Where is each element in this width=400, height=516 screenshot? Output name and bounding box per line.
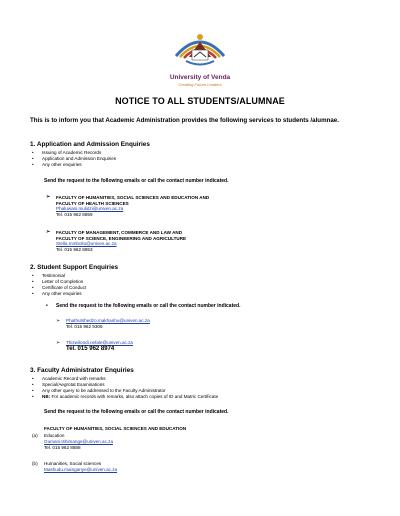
entry-dept: Humanities, Social sciences (44, 461, 102, 466)
bullet-icon: • (32, 388, 34, 393)
list-item: • Academic Record with remarks (32, 376, 106, 381)
email-link[interactable]: Stella.mmbolio@univen.ac.za (56, 241, 117, 247)
phone-number: Tel. 015 962 8974 (66, 346, 115, 352)
bullet-icon: • (32, 150, 34, 155)
bullet-icon: • (32, 156, 34, 161)
list-item: • NB: For academic records with remarks, also attach copies of ID and Matric Certificate (32, 394, 219, 399)
email-link[interactable]: Phathutshedzo.makhanhu@univen.ac.za (66, 318, 150, 323)
entry-dept: Education (44, 433, 65, 438)
section1-list (32, 150, 116, 168)
bullet-icon: • (32, 162, 34, 167)
section3-faculty: FACULTY OF HUMANITIES, SOCIAL SCIENCES AND EDUCATION (44, 426, 187, 431)
list-item: • Letter of Completion (32, 279, 84, 284)
list-item: • Testimonial (32, 273, 65, 278)
email-link[interactable]: Mashudu.mainganye@univen.ac.za (44, 467, 118, 472)
bullet-icon: • (32, 291, 34, 296)
section2-contact-1 (56, 318, 150, 330)
list-item: • Any other enquiries (32, 291, 82, 296)
section2-send-line: • Send the request to the following emails or call the contact number indicated. (46, 303, 241, 309)
bullet-icon: • (32, 376, 34, 381)
arrow-icon: ➢ (46, 229, 51, 235)
entry-marker: (b) (32, 461, 38, 466)
section3-entry-b (32, 461, 117, 473)
list-item: • Certificate of Conduct (32, 285, 87, 290)
section2-contact-2 (56, 340, 133, 352)
list-item: • Special/Aegrotat Examinations (32, 382, 105, 387)
university-crest-icon (170, 26, 230, 72)
phone-number: Tel. 015 962 9305 (66, 324, 103, 329)
arrow-icon: ➢ (56, 340, 61, 346)
list-item: • Any other enquiries (32, 162, 82, 167)
list-item: • Any other query to be addressed to the Faculty Administrator (32, 388, 166, 393)
page-title: NOTICE TO ALL STUDENTS/ALUMNAE (115, 96, 285, 106)
list-item: • Issuing of Academic Records (32, 150, 102, 155)
section3-send-line: Send the request to the following emails or call the contact number indicated. (44, 409, 229, 415)
bullet-icon: • (32, 273, 34, 278)
email-link[interactable]: Gumani.tshimange@univen.ac.za (44, 439, 114, 444)
email-link[interactable]: Phaluwani.mulidzi@univen.ac.za (56, 206, 124, 212)
phone-number: Tel. 015 962 8853 (56, 246, 93, 252)
section3-heading: 3. Faculty Administrator Enquiries (30, 367, 134, 374)
university-name: University of Venda (169, 74, 231, 81)
section1-contact-2: ➢ FACULTY OF MANAGEMENT, COMMERCE AND LAW AND FACULTY OF SCIENCE, ENGINEERING AND AGRICULTURE Stella.mmbolio@univen.ac.za Tel. 015 962 8853 (46, 229, 187, 252)
intro-paragraph: This is to inform you that Academic Administration provides the following services to students /alumnae. (30, 117, 339, 124)
arrow-icon: ➢ (46, 194, 51, 200)
section3-entry-a (32, 433, 113, 451)
bullet-icon: • (32, 279, 34, 284)
bullet-icon: • (32, 382, 34, 387)
list-item: • Application and Admission Enquiries (32, 156, 117, 161)
email-link[interactable]: Thizwilondi.nefale@univen.ac.za (66, 340, 133, 345)
phone-number: Tel. 015 962 8859 (56, 211, 93, 217)
section1-contact-1: ➢ FACULTY OF HUMANITIES, SOCIAL SCIENCES AND EDUCATION AND FACULTY OF HEALTH SCIENCES Phaluwani.mulidzi@univen.ac.za Tel. 015 962 8859 (46, 194, 210, 217)
entry-marker: (a) (32, 433, 38, 438)
section2-list (32, 273, 86, 297)
phone-number: Tel. 015 962 8888 (44, 445, 81, 450)
university-slogan: Creating Future Leaders (178, 82, 222, 87)
arrow-icon: ➢ (56, 318, 61, 324)
section3-list (32, 376, 218, 400)
bullet-icon: • (32, 285, 34, 290)
section2-heading: 2. Student Support Enquiries (30, 264, 119, 271)
section1-send-line: Send the request to the following emails or call the contact number indicated. (44, 178, 229, 184)
section1-heading: 1. Application and Admission Enquiries (30, 141, 150, 148)
bullet-icon: • (32, 394, 34, 399)
bullet-icon: • (46, 303, 48, 309)
